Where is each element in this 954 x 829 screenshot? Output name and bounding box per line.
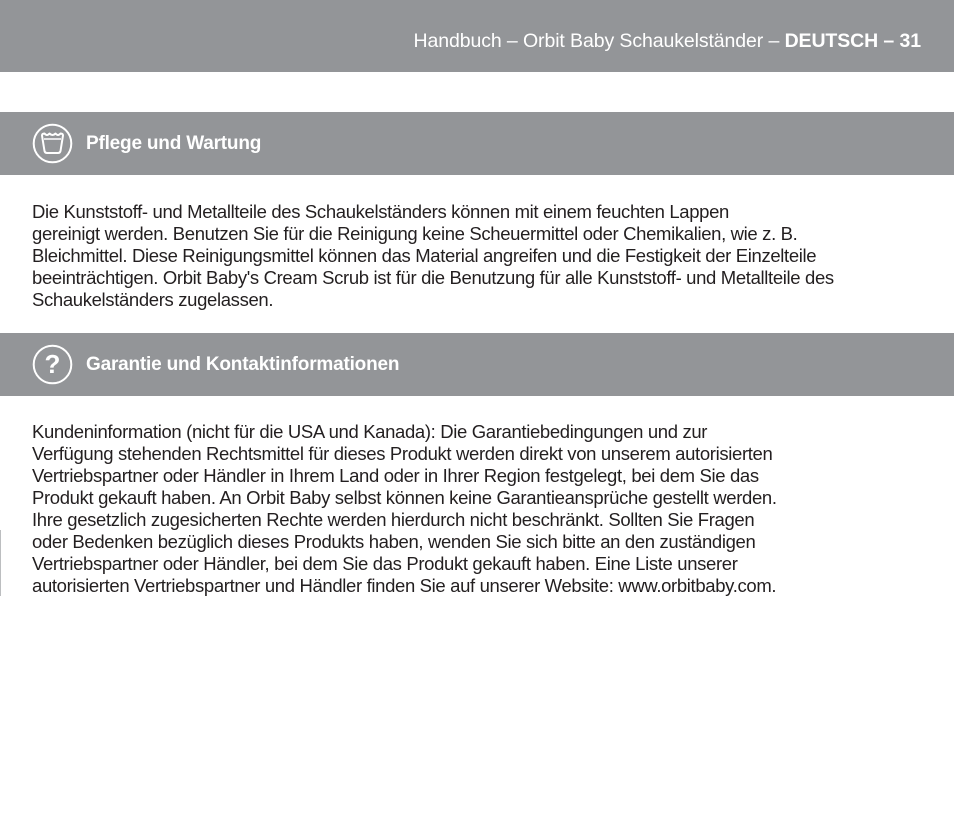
section-header-warranty — [0, 333, 954, 396]
section-header-care — [0, 112, 954, 175]
paragraph-line: Ihre gesetzlich zugesicherten Rechte werden hierdurch nicht beschränkt. Sollten Sie Fragen — [32, 509, 755, 530]
question-mark-glyph: ? — [44, 349, 61, 379]
paragraph-line: oder Bedenken bezüglich dieses Produkts haben, wenden Sie sich bitte an den zuständigen — [32, 531, 756, 552]
paragraph-line: Vertriebspartner oder Händler in Ihrem Land oder in Ihrer Region festgelegt, bei dem Sie das — [32, 465, 759, 486]
wash-basin-icon — [32, 123, 73, 164]
running-header-title: Handbuch – Orbit Baby Schaukelständer – — [413, 30, 785, 52]
paragraph-line: Verfügung stehenden Rechtsmittel für dieses Produkt werden direkt von unserem autorisierten — [32, 443, 773, 464]
care-paragraph — [32, 201, 932, 311]
page-header — [0, 0, 954, 72]
margin-marker — [0, 530, 1, 596]
running-header-page: DEUTSCH – 31 — [784, 30, 921, 52]
paragraph-line: Schaukelständers zugelassen. — [32, 289, 274, 310]
paragraph-line: Vertriebspartner oder Händler, bei dem Sie das Produkt gekauft haben. Eine Liste unserer — [32, 553, 738, 574]
paragraph-line: autorisierten Vertriebspartner und Händler finden Sie auf unserer Website: www.orbitbaby.com. — [32, 575, 777, 596]
question-mark-icon — [32, 344, 73, 385]
paragraph-line: Kundeninformation (nicht für die USA und Kanada): Die Garantiebedingungen und zur — [32, 421, 708, 442]
paragraph-line: beeinträchtigen. Orbit Baby's Cream Scrub ist für die Benutzung für alle Kunststoff- und Metallteile des — [32, 267, 834, 288]
paragraph-line: gereinigt werden. Benutzen Sie für die Reinigung keine Scheuermittel oder Chemikalien, wie z. B. — [32, 223, 798, 244]
paragraph-line: Die Kunststoff- und Metallteile des Schaukelständers können mit einem feuchten Lappen — [32, 201, 729, 222]
warranty-paragraph — [32, 421, 932, 597]
section-title-warranty: Garantie und Kontaktinformationen — [86, 354, 400, 375]
running-header — [414, 30, 922, 52]
section-title-care: Pflege und Wartung — [86, 133, 262, 154]
paragraph-line: Produkt gekauft haben. An Orbit Baby selbst können keine Garantieansprüche gestellt werden. — [32, 487, 777, 508]
paragraph-line: Bleichmittel. Diese Reinigungsmittel können das Material angreifen und die Festigkeit der Einzelteile — [32, 245, 817, 266]
